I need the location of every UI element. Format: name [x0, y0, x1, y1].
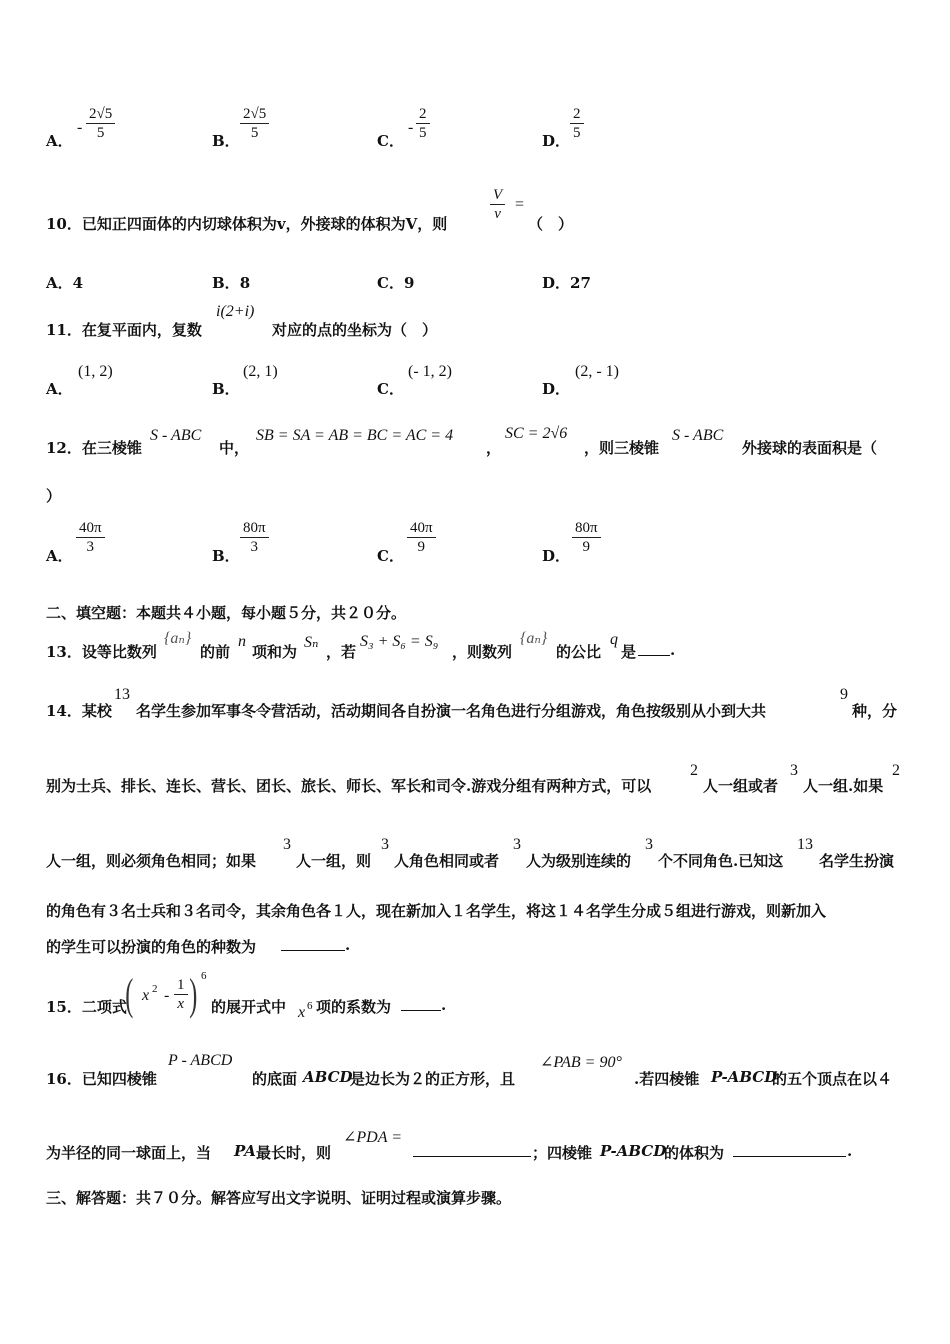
q14-line2-c: 人一组.如果: [803, 777, 884, 795]
q11-option-b-label: B．: [212, 380, 240, 398]
q10-equals: =: [515, 196, 525, 213]
q9-option-c-sign: -: [408, 119, 414, 136]
q16-end: .: [847, 1142, 853, 1160]
q12-math1: S - ABC: [150, 427, 202, 444]
q13-sequence-2: {aₙ}: [520, 630, 548, 647]
q15-x2: x: [142, 987, 150, 1004]
q12-option-d-fraction: [572, 519, 601, 556]
q13-part7: 是: [621, 643, 637, 661]
q14-num-3: 3: [790, 762, 798, 779]
q16-part3: 是边长为２的正方形，且: [350, 1070, 516, 1088]
q13-end: .: [670, 641, 676, 659]
q15-right-paren: ): [189, 970, 198, 1019]
section-3-heading: 三、解答题：共７０分。解答应写出文字说明、证明过程或演算步骤。: [46, 1189, 512, 1207]
q14-line3-a: 人一组，则必须角色相同；如果: [46, 852, 257, 870]
q12-option-a-den: 3: [86, 539, 95, 555]
q12-option-b-label: B．: [212, 547, 240, 565]
q15-power: 6: [201, 970, 207, 982]
q9-option-d-num: 2: [570, 105, 584, 124]
q15-end: .: [441, 996, 447, 1014]
q12-part1: 12．在三棱锥: [46, 439, 142, 457]
q9-option-a-num: 2√5: [86, 105, 115, 124]
q11-expr: i(2+i): [216, 303, 255, 320]
q11-option-d-label: D．: [542, 380, 571, 398]
q14-line5: 的学生可以扮演的角色的种数为: [46, 938, 257, 956]
q10-fraction: [490, 186, 505, 223]
q9-option-c-den: 5: [419, 125, 427, 141]
q14-line3-c: 人角色相同或者: [394, 852, 500, 870]
q9-option-c-label: C．: [377, 132, 404, 150]
q15-frac-num: 1: [174, 976, 188, 995]
q14-num-9: 9: [840, 686, 848, 703]
q14-line1-a: 14．某校: [46, 702, 112, 720]
q15-x6: x: [298, 1004, 306, 1021]
q16-answer-blank-2[interactable]: [733, 1142, 846, 1161]
q13-answer-blank[interactable]: [638, 641, 670, 660]
q13-part2: 的前: [200, 643, 231, 661]
q11-option-b-value: (2, 1): [243, 363, 278, 380]
q12-part4: ，则三棱锥: [584, 439, 660, 457]
q11-prefix: 11．在复平面内，复数: [46, 321, 202, 339]
q12-option-c-num: 40π: [407, 519, 436, 538]
q14-line1-b: 名学生参加军事冬令营活动，活动期间各自扮演一名角色进行分组游戏，角色按级别从小到大共: [136, 702, 767, 720]
q12-option-d-den: 9: [582, 539, 591, 555]
q13-sn: Sₙ: [304, 634, 319, 651]
q15-x2-exponent: 2: [152, 983, 158, 995]
q9-option-c-num: 2: [416, 105, 430, 124]
q11-option-d-value: (2, - 1): [575, 363, 619, 380]
q12-option-b-fraction: [240, 519, 269, 556]
q10-option-c: [377, 272, 414, 293]
q14-num-13: 13: [114, 686, 130, 703]
q16-math-pabcd: P - ABCD: [168, 1052, 233, 1069]
q13-part1: 13．设等比数列: [46, 643, 157, 661]
q14-num-2b: 2: [892, 762, 900, 779]
q16-part4: .若四棱锥: [634, 1070, 700, 1088]
q16-line2-b: 最长时，则: [256, 1144, 332, 1162]
q12-math4: S - ABC: [672, 427, 724, 444]
q15-answer-blank[interactable]: [401, 996, 441, 1015]
q14-line4: 的角色有３名士兵和３名司令，其余角色各１人，现在新加入１名学生，将这１４名学生分成５组进行游戏，则新加入: [46, 902, 827, 920]
q12-option-c-fraction: [407, 519, 436, 556]
q12-option-a-num: 40π: [76, 519, 105, 538]
q12-option-d-num: 80π: [572, 519, 601, 538]
q14-line1-c: 种，分: [852, 702, 898, 720]
q9-option-b-label: B．: [212, 132, 240, 150]
q14-num-2: 2: [690, 762, 698, 779]
q12-math3: SC = 2√6: [505, 425, 568, 442]
q11-option-c-value: (- 1, 2): [408, 363, 452, 380]
q9-option-b-fraction: [240, 105, 269, 142]
q12-part3: ，: [486, 439, 502, 457]
q10-option-b: [212, 272, 250, 293]
q12-part5: 外接球的表面积是（: [742, 439, 878, 457]
q9-option-a-label: A．: [46, 132, 73, 150]
q14-num-13b: 13: [797, 836, 813, 853]
q16-pabcd: P-ABCD: [711, 1068, 778, 1086]
q10-frac-den: v: [494, 206, 501, 222]
q13-sequence: {aₙ}: [164, 630, 192, 647]
q16-line2-c: ；四棱锥: [532, 1144, 593, 1162]
q11-suffix: 对应的点的坐标为（ ）: [272, 321, 438, 339]
q16-abcd: ABCD: [303, 1068, 353, 1086]
q16-part2: 的底面: [252, 1070, 298, 1088]
q14-num-3d: 3: [513, 836, 521, 853]
q9-option-b-num: 2√5: [240, 105, 269, 124]
q14-line2-a: 别为士兵、排长、连长、营长、团长、旅长、师长、军长和司令.游戏分组有两种方式，可以: [46, 777, 652, 795]
q13-equation: S₃ + S₆ = S₉: [360, 633, 439, 650]
q16-angle-pda: ∠PDA =: [343, 1129, 403, 1146]
q10-option-d-value: 27: [570, 274, 591, 292]
q12-part2: 中，: [219, 439, 250, 457]
q10-frac-num: V: [490, 186, 505, 205]
q16-answer-blank-1[interactable]: [413, 1142, 531, 1161]
q15-left-paren: (: [125, 970, 134, 1019]
q16-part1: 16．已知四棱锥: [46, 1070, 157, 1088]
q13-part3: 项和为: [252, 643, 298, 661]
q16-line2-d: 的体积为: [664, 1144, 725, 1162]
q10-text: 10．已知正四面体的内切球体积为v，外接球的体积为V，则: [46, 215, 448, 233]
q14-line2-b: 人一组或者: [703, 777, 779, 795]
q11-option-a-value: (1, 2): [78, 363, 113, 380]
q13-part5: ，则数列: [452, 643, 513, 661]
q10-option-a-value: 4: [72, 274, 84, 292]
q11-option-a-label: A．: [46, 380, 73, 398]
q12-option-a-fraction: [76, 519, 105, 556]
q12-option-b-num: 80π: [240, 519, 269, 538]
q12-option-c-den: 9: [417, 539, 426, 555]
q11-option-c-label: C．: [377, 380, 404, 398]
q16-line2-a: 为半径的同一球面上，当: [46, 1144, 212, 1162]
q16-pabcd-2: P-ABCD: [600, 1142, 667, 1160]
q9-option-a-sign: -: [77, 119, 83, 136]
q15-minus: -: [164, 987, 170, 1004]
q9-option-c-fraction: [416, 105, 430, 142]
q15-fraction: [174, 976, 188, 1013]
q12-close-paren: ）: [46, 487, 62, 505]
q10-option-b-label: B．: [212, 274, 240, 292]
q12-option-d-label: D．: [542, 547, 571, 565]
q13-q: q: [610, 631, 618, 648]
q14-line3-f: 名学生扮演: [819, 852, 895, 870]
q10-option-c-value: 9: [403, 274, 415, 292]
q10-option-b-value: 8: [239, 274, 251, 292]
q10-option-c-label: C．: [377, 274, 404, 292]
q13-n: n: [238, 633, 246, 650]
q12-option-a-label: A．: [46, 547, 73, 565]
q13-part6: 的公比: [556, 643, 602, 661]
q12-option-c-label: C．: [377, 547, 404, 565]
q14-line3-b: 人一组，则: [296, 852, 372, 870]
q15-part1: 15．二项式: [46, 998, 127, 1016]
q14-num-3e: 3: [645, 836, 653, 853]
q10-paren: （ ）: [528, 215, 574, 233]
q15-frac-den: x: [177, 996, 185, 1012]
q10-option-d: [542, 272, 591, 293]
q16-part5: 的五个顶点在以４: [772, 1070, 893, 1088]
q10-option-a: [46, 272, 83, 293]
q10-option-a-label: A．: [46, 274, 73, 292]
q15-part3: 项的系数为: [316, 998, 392, 1016]
q14-num-3c: 3: [381, 836, 389, 853]
q13-part4: ，若: [326, 643, 357, 661]
q14-answer-blank[interactable]: [281, 936, 345, 955]
q15-x6-exponent: 6: [307, 1000, 313, 1012]
q14-num-3b: 3: [283, 836, 291, 853]
q9-option-a-fraction: [86, 105, 115, 142]
q12-option-b-den: 3: [250, 539, 259, 555]
q10-option-d-label: D．: [542, 274, 571, 292]
q9-option-a-den: 5: [96, 125, 105, 141]
section-2-heading: 二、填空题：本题共４小题，每小题５分，共２０分。: [46, 604, 407, 622]
q9-option-d-fraction: [570, 105, 584, 142]
q14-line3-e: 个不同角色.已知这: [658, 852, 784, 870]
q12-math2: SB = SA = AB = BC = AC = 4: [256, 427, 454, 444]
q14-line3-d: 人为级别连续的: [526, 852, 632, 870]
q14-end: .: [345, 936, 351, 954]
q9-option-d-den: 5: [573, 125, 581, 141]
q9-option-b-den: 5: [250, 125, 259, 141]
q15-part2: 的展开式中: [211, 998, 287, 1016]
q16-pa: PA: [234, 1142, 256, 1160]
q9-option-d-label: D．: [542, 132, 571, 150]
q16-angle-pab: ∠PAB = 90°: [540, 1054, 622, 1071]
